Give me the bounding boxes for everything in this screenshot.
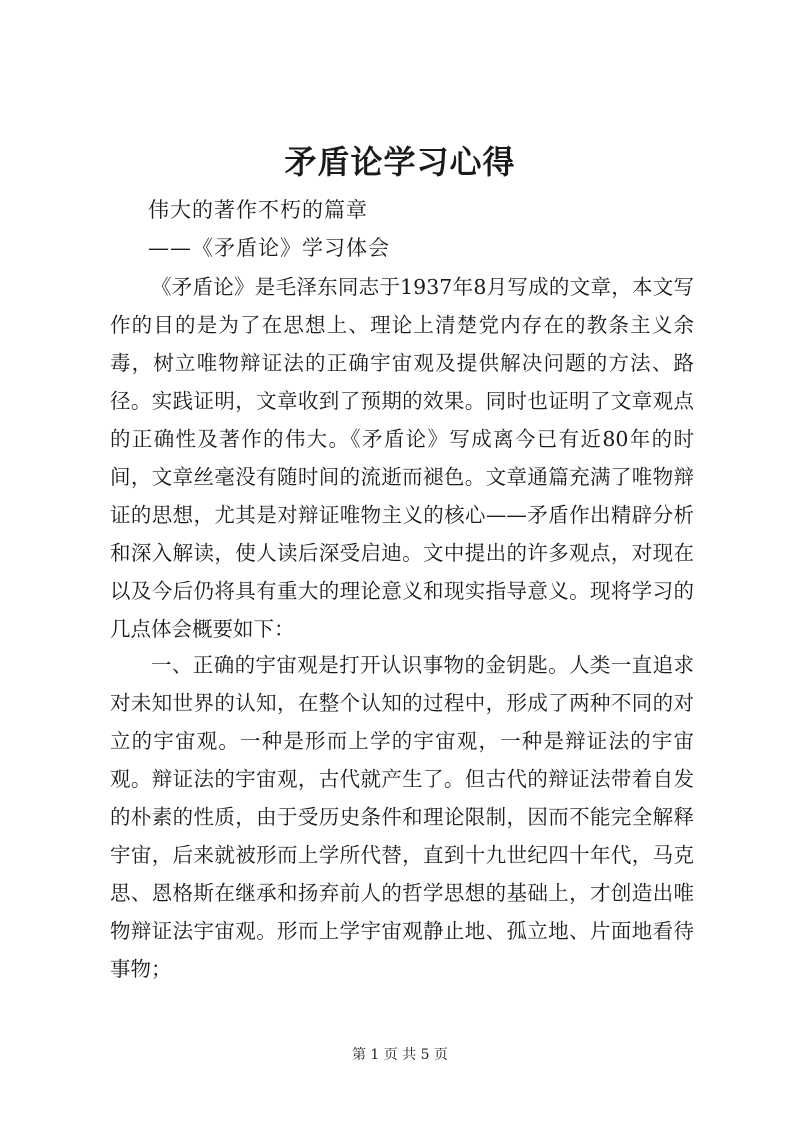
page-footer: 第 1 页 共 5 页 [351, 1047, 449, 1063]
subtitle-line-1: 伟大的著作不朽的篇章 [148, 198, 368, 222]
body-paragraph-2: 一、正确的宇宙观是打开认识事物的金钥匙。人类一直追求对未知世界的认知，在整个认知的过程中，形成了两种不同的对立的宇宙观。一种是形而上学的宇宙观，一种是辩证法的宇宙观。辩证法的宇宙观，古代就产生了。但古代的辩证法带着自发的朴素的性质，由于受历史条件和理论限制，因而不能完全解释宇宙，后来就被形而上学所代替，直到十九世纪四十年代，马克思、恩格斯在继承和扬弃前人的哲学思想的基础上，才创造出唯物辩证法宇宙观。形而上学宇宙观静止地、孤立地、片面地看待事物； [110, 653, 694, 981]
document-title: 矛盾论学习心得 [284, 143, 516, 181]
body-paragraph-1: 《矛盾论》是毛泽东同志于1937年8月写成的文章，本文写作的目的是为了在思想上、理论上清楚党内存在的教条主义余毒，树立唯物辩证法的正确宇宙观及提供解决问题的方法、路径。实践证明，文章收到了预期的效果。同时也证明了文章观点的正确性及著作的伟大。《矛盾论》写成离今已有近80年的时间，文章丝毫没有随时间的流逝而褪色。文章通篇充满了唯物辩证的思想，尤其是对辩证唯物主义的核心——矛盾作出精辟分析和深入解读，使人读后深受启迪。文中提出的许多观点，对现在以及今后仍将具有重大的理论意义和现实指导意义。现将学习的几点体会概要如下： [110, 275, 694, 641]
subtitle-line-2: ——《矛盾论》学习体会 [148, 236, 390, 260]
